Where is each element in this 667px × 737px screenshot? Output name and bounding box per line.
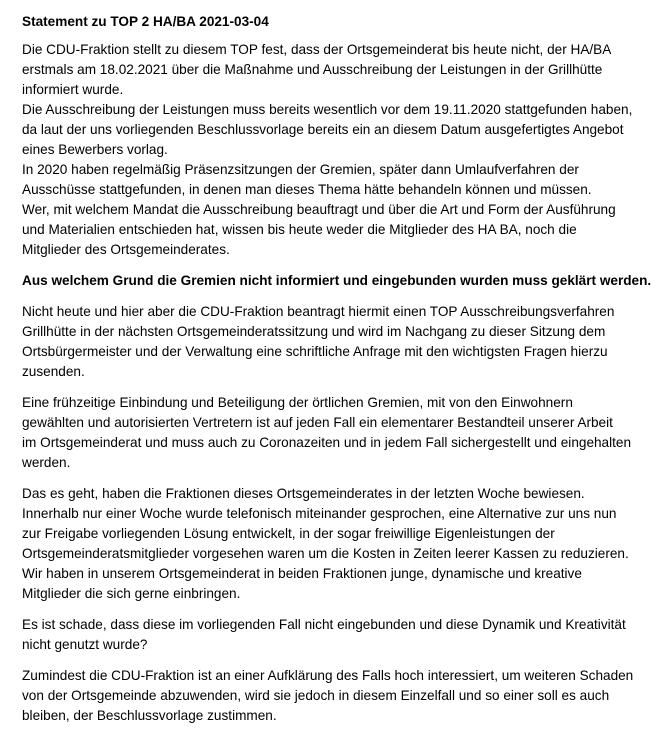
text-line: Mitglieder des Ortsgemeinderates. [22, 242, 230, 257]
paragraph-factions-proved [22, 484, 652, 604]
text-line: zusenden. [22, 364, 85, 379]
paragraph-early-involvement [22, 393, 652, 473]
text-line: Mitglieder die sich gerne einbringen. [22, 586, 241, 601]
bold-statement: Aus welchem Grund die Gremien nicht informiert und eingebunden wurden muss geklärt werden. [22, 273, 652, 288]
intro-paragraph-4 [22, 200, 652, 260]
text-line: gewählten und autorisierten Vertretern ist auf jeden Fall ein elementarer Bestandteil unserer Arbeit [22, 415, 613, 430]
text-line: nicht genutzt wurde? [22, 637, 148, 652]
text-line: im Ortsgemeinderat und muss auch zu Coronazeiten und in jedem Fall sichergestellt und eingehalten [22, 435, 632, 450]
text-line: Wir haben in unserem Ortsgemeinderat in beiden Fraktionen junge, dynamische und kreative [22, 566, 582, 581]
text-line: Zumindest die CDU-Fraktion ist an einer Aufklärung des Falls hoch interessiert, um weiteren Schaden [22, 668, 634, 683]
document-title: Statement zu TOP 2 HA/BA 2021-03-04 [22, 14, 269, 29]
text-line: Es ist schade, dass diese im vorliegenden Fall nicht eingebunden und diese Dynamik und Kreativität [22, 617, 626, 632]
text-line: da laut der uns vorliegenden Beschlussvorlage bereits ein an diesem Datum ausgefertigtes Angebot [22, 122, 624, 137]
text-line: Innerhalb nur einer Woche wurde telefonisch miteinander gesprochen, eine Alternative zur uns nun [22, 506, 617, 521]
text-line: Die Ausschreibung der Leistungen muss bereits wesentlich vor dem 19.11.2020 stattgefunden haben, [22, 102, 633, 117]
text-line: Grillhütte in der nächsten Ortsgemeinderatssitzung und wird im Nachgang zu dieser Sitzung dem [22, 324, 606, 339]
text-line: erstmals am 18.02.2021 über die Maßnahme und Ausschreibung der Leistungen in der Grillhütte [22, 62, 603, 77]
text-line: informiert wurde. [22, 82, 124, 97]
intro-paragraph-1 [22, 40, 652, 100]
text-line: werden. [22, 455, 71, 470]
text-line: und Materialien entschieden hat, wissen bis heute weder die Mitglieder des HA BA, noch die [22, 222, 577, 237]
text-line: zur Freigabe vorliegenden Lösung entwickelt, in der sogar freiwillige Eigenleistungen der [22, 526, 555, 541]
text-line: Ortsgemeinderatsmitglieder vorgesehen waren um die Kosten in Zeiten leerer Kassen zu reduzieren. [22, 546, 629, 561]
text-line: eines Bewerbers vorlag. [22, 142, 168, 157]
text-line: Die CDU-Fraktion stellt zu diesem TOP fest, dass der Ortsgemeinderat bis heute nicht, der HA/BA [22, 42, 612, 57]
paragraph-pity [22, 615, 652, 655]
paragraph-conclusion [22, 666, 652, 726]
text-line: Ortsbürgermeister und der Verwaltung eine schriftliche Anfrage mit den wichtigsten Fragen hierzu [22, 344, 608, 359]
intro-paragraph-3 [22, 160, 652, 200]
text-line: bleiben, der Beschlussvorlage zustimmen. [22, 708, 277, 723]
document-page [22, 12, 652, 737]
text-line: Wer, mit welchem Mandat die Ausschreibung beauftragt und über die Art und Form der Ausführung [22, 202, 616, 217]
text-line: In 2020 haben regelmäßig Präsenzsitzungen der Gremien, später dann Umlaufverfahren der [22, 162, 579, 177]
paragraph-top-request [22, 302, 652, 382]
text-line: Nicht heute und hier aber die CDU-Fraktion beantragt hiermit einen TOP Ausschreibungsverfahren [22, 304, 615, 319]
text-line: Ausschüsse stattgefunden, in denen man dieses Thema hätte behandeln können und müssen. [22, 182, 592, 197]
intro-paragraph-2 [22, 100, 652, 160]
text-line: von der Ortsgemeinde abzuwenden, wird sie jedoch in diesem Einzelfall und so einer soll es auch [22, 688, 610, 703]
text-line: Das es geht, haben die Fraktionen dieses Ortsgemeinderates in der letzten Woche bewiesen. [22, 486, 585, 501]
text-line: Eine frühzeitige Einbindung und Beteiligung der örtlichen Gremien, mit von den Einwohnern [22, 395, 573, 410]
